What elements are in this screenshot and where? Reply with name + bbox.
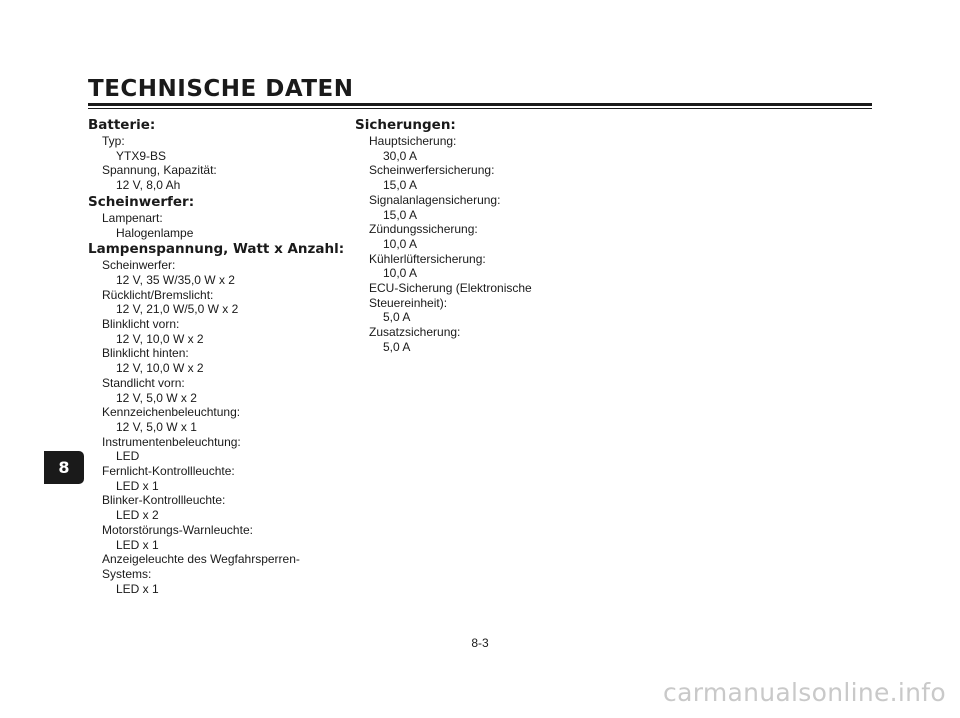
spec-label: Blinklicht hinten: — [102, 346, 189, 361]
spec-value: 10,0 A — [383, 236, 418, 251]
spec-value: 15,0 A — [383, 178, 418, 193]
spec-value: 15,0 A — [383, 207, 418, 222]
spec-label: Instrumentenbeleuchtung: — [102, 434, 241, 449]
spec-value: 5,0 A — [383, 339, 411, 354]
chapter-tab — [44, 451, 84, 484]
spec-value: 12 V, 35 W/35,0 W x 2 — [116, 272, 235, 287]
spec-value: 12 V, 10,0 W x 2 — [116, 361, 204, 376]
spec-value: Halogenlampe — [116, 225, 194, 240]
spec-label: ECU-Sicherung (Elektronische — [369, 281, 532, 296]
spec-value: YTX9-BS — [116, 148, 167, 163]
left-column — [88, 116, 388, 596]
spec-value: 12 V, 8,0 Ah — [116, 178, 181, 193]
spec-label: Rücklicht/Bremslicht: — [102, 287, 214, 302]
spec-value: 10,0 A — [383, 266, 418, 281]
spec-heading: Scheinwerfer: — [88, 193, 195, 210]
spec-label: Blinker-Kontrollleuchte: — [102, 493, 226, 508]
page-title: TECHNISCHE DATEN — [88, 76, 354, 102]
spec-value: 12 V, 21,0 W/5,0 W x 2 — [116, 302, 239, 317]
spec-label: Hauptsicherung: — [369, 134, 457, 148]
page-number: 8-3 — [471, 636, 489, 650]
spec-label: Spannung, Kapazität: — [102, 163, 217, 178]
title-rule-thin — [88, 108, 872, 109]
spec-label: Signalanlagensicherung: — [369, 192, 501, 207]
spec-value: 5,0 A — [383, 310, 411, 325]
spec-value: LED x 1 — [116, 478, 159, 493]
spec-label: Scheinwerfer: — [102, 258, 176, 273]
title-rule-thick — [88, 103, 872, 106]
spec-value: 12 V, 5,0 W x 2 — [116, 390, 197, 405]
spec-value: 12 V, 5,0 W x 1 — [116, 419, 197, 434]
spec-value: LED — [116, 449, 140, 464]
spec-label: Kühlerlüftersicherung: — [369, 251, 486, 266]
spec-heading: Lampenspannung, Watt x Anzahl: — [88, 241, 345, 258]
spec-value: 30,0 A — [383, 148, 418, 163]
spec-value: 12 V, 10,0 W x 2 — [116, 331, 204, 346]
spec-label: Steuereinheit): — [369, 295, 448, 310]
spec-label: Zündungssicherung: — [369, 222, 478, 237]
chapter-tab-number: 8 — [58, 458, 70, 477]
spec-label: Zusatzsicherung: — [369, 325, 461, 340]
spec-label: Systems: — [102, 566, 152, 581]
spec-label: Kennzeichenbeleuchtung: — [102, 405, 241, 420]
spec-label: Scheinwerfersicherung: — [369, 163, 495, 178]
spec-value: LED x 1 — [116, 581, 159, 596]
spec-label: Standlicht vorn: — [102, 375, 185, 390]
spec-label: Fernlicht-Kontrollleuchte: — [102, 464, 235, 479]
spec-heading: Batterie: — [88, 117, 156, 133]
spec-label: Anzeigeleuchte des Wegfahrsperren- — [102, 552, 300, 567]
spec-heading: Sicherungen: — [355, 117, 456, 133]
watermark: carmanualsonline.info — [663, 678, 946, 707]
spec-label: Lampenart: — [102, 210, 163, 225]
spec-label: Blinklicht vorn: — [102, 317, 180, 332]
spec-value: LED x 2 — [116, 508, 159, 523]
spec-label: Typ: — [102, 134, 125, 148]
spec-value: LED x 1 — [116, 537, 159, 552]
right-column — [355, 116, 655, 355]
spec-label: Motorstörungs-Warnleuchte: — [102, 522, 253, 537]
